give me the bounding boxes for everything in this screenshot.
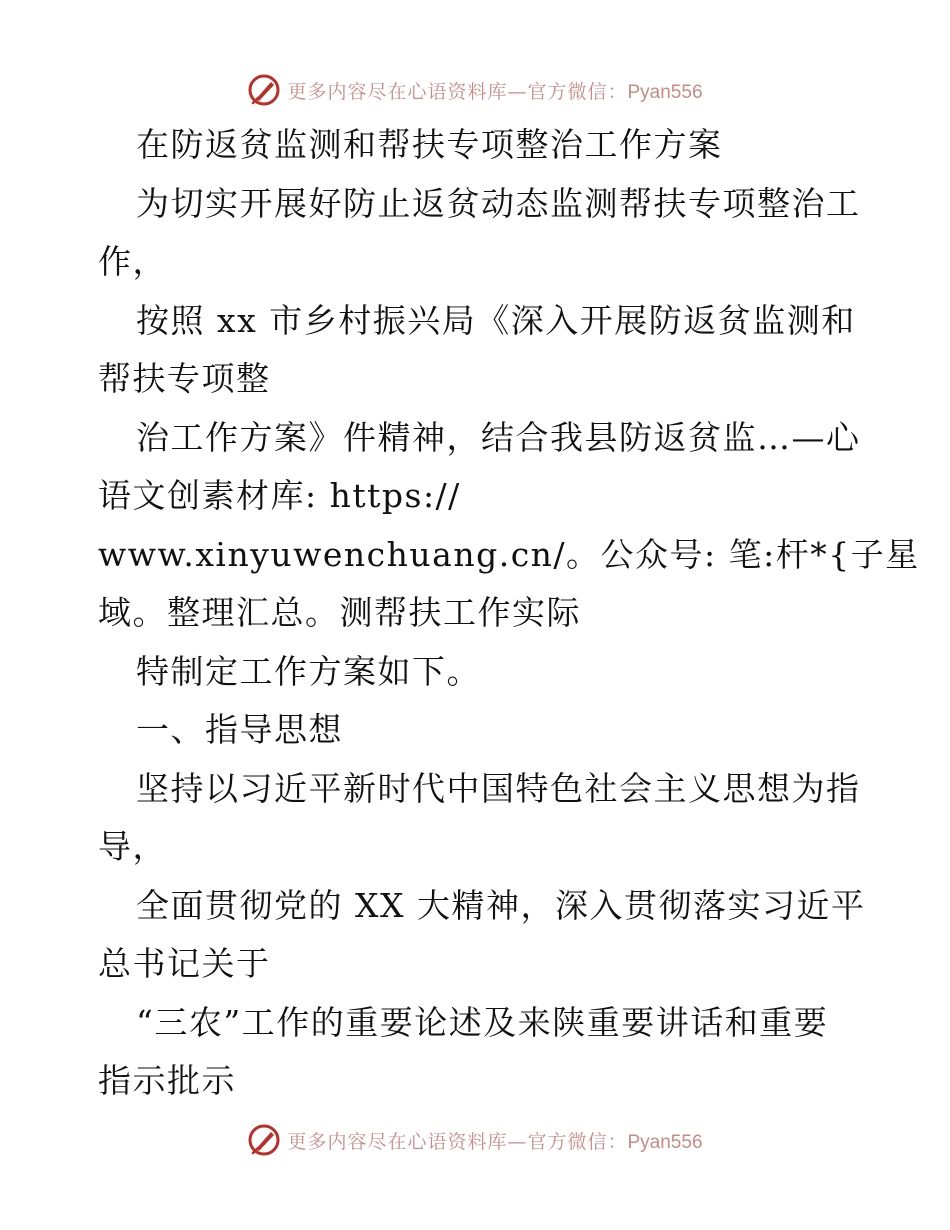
header-banner <box>0 70 950 110</box>
paragraph-line: 总书记关于 <box>98 944 271 983</box>
document-title: 在防返贫监测和帮扶专项整治工作方案 <box>136 125 723 164</box>
quill-pen-logo-icon <box>247 73 281 107</box>
paragraph-line: www.xinyuwenchuang.cn/。公众号: 笔:杆*{子星 <box>98 534 920 574</box>
paragraph-line: 作， <box>98 242 167 281</box>
paragraph-line: “三农”工作的重要论述及来陕重要讲话和重要 <box>136 1002 829 1042</box>
footer-banner-content <box>247 1123 702 1157</box>
header-banner-text: 更多内容尽在心语资料库—官方微信：Pyan556 <box>287 80 703 103</box>
paragraph-line: 全面贯彻党的 XX 大精神，深入贯彻落实习近平 <box>136 885 866 925</box>
footer-banner-text: 更多内容尽在心语资料库—官方微信：Pyan556 <box>287 1130 703 1153</box>
quill-pen-logo-icon <box>247 1123 281 1157</box>
paragraph-line: 域。整理汇总。测帮扶工作实际 <box>98 593 581 632</box>
paragraph-line: 特制定工作方案如下。 <box>136 651 481 691</box>
paragraph-line: 帮扶专项整 <box>98 359 271 398</box>
header-banner-content <box>247 73 702 107</box>
section-heading: 一、指导思想 <box>136 710 343 749</box>
paragraph-line: 按照 xx 市乡村振兴局《深入开展防返贫监测和 <box>136 300 856 340</box>
paragraph-line: 语文创素材库: https:// <box>98 476 461 515</box>
paragraph-line: 导， <box>98 827 167 866</box>
paragraph-line: 为切实开展好防止返贫动态监测帮扶专项整治工 <box>136 183 861 223</box>
document-body <box>98 116 920 1111</box>
paragraph-line: 指示批示 <box>98 1061 236 1100</box>
paragraph-line: 治工作方案》件精神，结合我县防返贫监…—心 <box>136 417 861 457</box>
paragraph-line: 坚持以习近平新时代中国特色社会主义思想为指 <box>136 768 861 808</box>
footer-banner <box>0 1120 950 1160</box>
